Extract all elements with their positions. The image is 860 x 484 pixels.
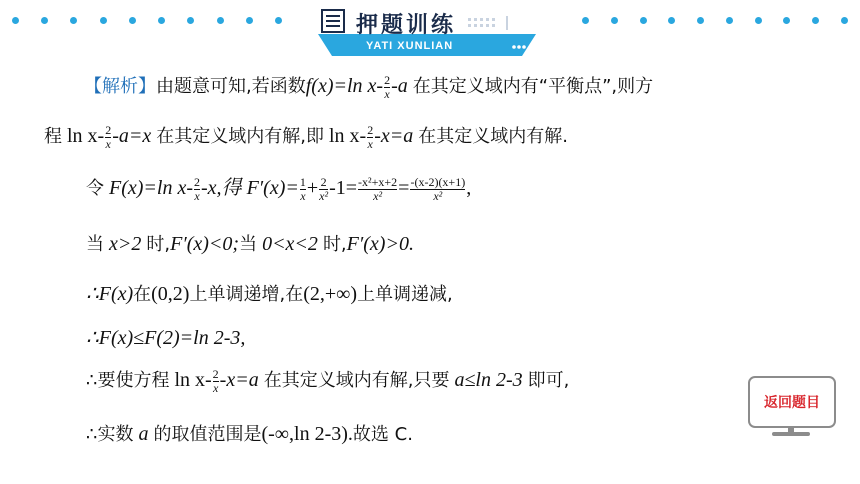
decorative-dot	[246, 17, 253, 24]
fraction-numerator: 2	[320, 175, 327, 189]
fraction-denominator	[194, 189, 200, 203]
decorative-dot	[726, 17, 733, 24]
math: x	[367, 137, 373, 151]
analysis-line-3	[86, 176, 471, 203]
fraction	[410, 176, 465, 203]
text: 程	[44, 126, 62, 148]
text: ∴要使方程	[86, 370, 170, 392]
fraction-denominator	[105, 137, 111, 151]
text: 上单调递增,在	[189, 284, 304, 305]
fraction	[105, 124, 111, 151]
fraction	[300, 176, 306, 203]
decorative-dot	[755, 17, 762, 24]
analysis-label: 【解析】	[84, 76, 156, 98]
decorative-dot	[41, 17, 48, 24]
decorative-dot	[129, 17, 136, 24]
decorative-dot	[783, 17, 790, 24]
math: f(x)=ln x-	[305, 75, 384, 98]
fraction	[358, 176, 397, 203]
analysis-line-6	[86, 326, 245, 350]
math: x²	[373, 189, 383, 203]
fraction-numerator: 2	[384, 73, 391, 87]
math: ln x-	[67, 125, 105, 148]
decorative-dot	[158, 17, 165, 24]
math: ln x-	[174, 369, 212, 392]
analysis-line-5	[86, 282, 453, 307]
fraction-denominator	[358, 189, 397, 203]
math: x	[300, 189, 306, 203]
math: +	[306, 177, 319, 200]
decorative-dot	[582, 17, 589, 24]
decorative-dot	[100, 17, 107, 24]
banner-title: 押题训练	[356, 13, 457, 38]
fraction	[194, 176, 200, 203]
text: 故选 C.	[352, 424, 413, 445]
math: -x=a	[219, 369, 259, 392]
decorative-dot	[70, 17, 77, 24]
math: -x,得	[201, 177, 242, 200]
monitor-icon[interactable]	[748, 376, 836, 428]
fraction-numerator: 1	[299, 175, 306, 189]
text: 当	[239, 234, 258, 255]
math: -1=	[329, 177, 358, 200]
text: 当	[86, 234, 104, 255]
fraction	[319, 176, 328, 203]
math: (2,+∞)	[303, 283, 358, 305]
math: a	[138, 423, 149, 445]
fraction-denominator	[319, 189, 328, 203]
math: -a=x	[112, 125, 152, 148]
fraction-denominator	[213, 381, 219, 395]
text: 的取值范围是	[153, 424, 262, 445]
math: -a	[391, 75, 408, 98]
math: F(x)=ln x-	[109, 177, 194, 200]
text: 在	[133, 284, 152, 305]
math: (-∞,ln 2-3).	[261, 423, 353, 445]
text: 时,	[322, 234, 347, 255]
math: ∴F(x)≤F(2)=ln 2-3,	[86, 327, 246, 349]
decorative-dots-right	[582, 13, 848, 27]
math: F′(x)=	[246, 177, 299, 200]
analysis-line-4	[86, 232, 414, 257]
decorative-dots-left	[12, 13, 282, 27]
math: -x=a	[374, 125, 414, 148]
text: 在其定义域内有解.	[418, 126, 568, 148]
text: 由题意可知,若函数	[156, 76, 306, 98]
math: ∴F(x)	[86, 283, 134, 305]
monitor-base	[772, 432, 810, 436]
math: x	[194, 189, 200, 203]
return-button-label: 返回题目	[764, 395, 820, 411]
decorative-dot	[217, 17, 224, 24]
decorative-dot	[640, 17, 647, 24]
text: 令	[86, 178, 104, 200]
math: x>2	[109, 233, 142, 255]
fraction-denominator	[367, 137, 373, 151]
fraction-numerator: 2	[367, 123, 374, 137]
text: 时,	[146, 234, 171, 255]
decorative-dot	[611, 17, 618, 24]
fraction	[384, 74, 390, 101]
fraction	[213, 368, 219, 395]
return-to-question-button[interactable]	[748, 376, 836, 440]
banner-subtitle: YATI XUNLIAN	[366, 40, 454, 52]
text: 在其定义域内有解,只要	[263, 370, 450, 392]
fraction-numerator: 2	[212, 367, 219, 381]
text: 在其定义域内有解,即	[156, 126, 324, 148]
text: 即可,	[527, 370, 570, 392]
math: x²	[433, 189, 443, 203]
section-banner	[318, 6, 540, 58]
fraction-denominator	[384, 87, 390, 101]
math: =	[398, 177, 410, 200]
decorative-dot	[12, 17, 19, 24]
fraction-numerator: -(x-2)(x+1)	[410, 175, 466, 189]
text: 在其定义域内有“平衡点”,则方	[412, 76, 654, 98]
document-icon	[318, 8, 348, 36]
analysis-line-1	[84, 74, 653, 101]
fraction-numerator: 2	[105, 123, 112, 137]
math: ,	[466, 177, 472, 200]
math: 0<x<2	[262, 233, 318, 255]
fraction	[367, 124, 373, 151]
math: x	[384, 87, 390, 101]
math: F′(x)>0.	[346, 233, 414, 255]
text: ∴实数	[86, 424, 134, 445]
fraction-denominator	[300, 189, 306, 203]
math: x	[213, 381, 219, 395]
fraction-numerator: -x²+x+2	[358, 175, 398, 189]
analysis-line-7	[86, 368, 569, 395]
decorative-dot	[187, 17, 194, 24]
math: F′(x)<0;	[170, 233, 240, 255]
math: ln x-	[329, 125, 367, 148]
math: x²	[319, 189, 329, 203]
decorative-dot	[668, 17, 675, 24]
math: a≤ln 2-3	[454, 369, 523, 392]
math: x	[105, 137, 111, 151]
decorative-dot	[841, 17, 848, 24]
text: 上单调递减,	[357, 284, 453, 305]
decorative-dot	[275, 17, 282, 24]
decorative-dot	[697, 17, 704, 24]
analysis-line-8	[86, 422, 413, 447]
decorative-dot	[812, 17, 819, 24]
fraction-denominator	[410, 189, 465, 203]
math: (0,2)	[151, 283, 190, 305]
fraction-numerator: 2	[194, 175, 201, 189]
analysis-line-2	[44, 124, 568, 151]
